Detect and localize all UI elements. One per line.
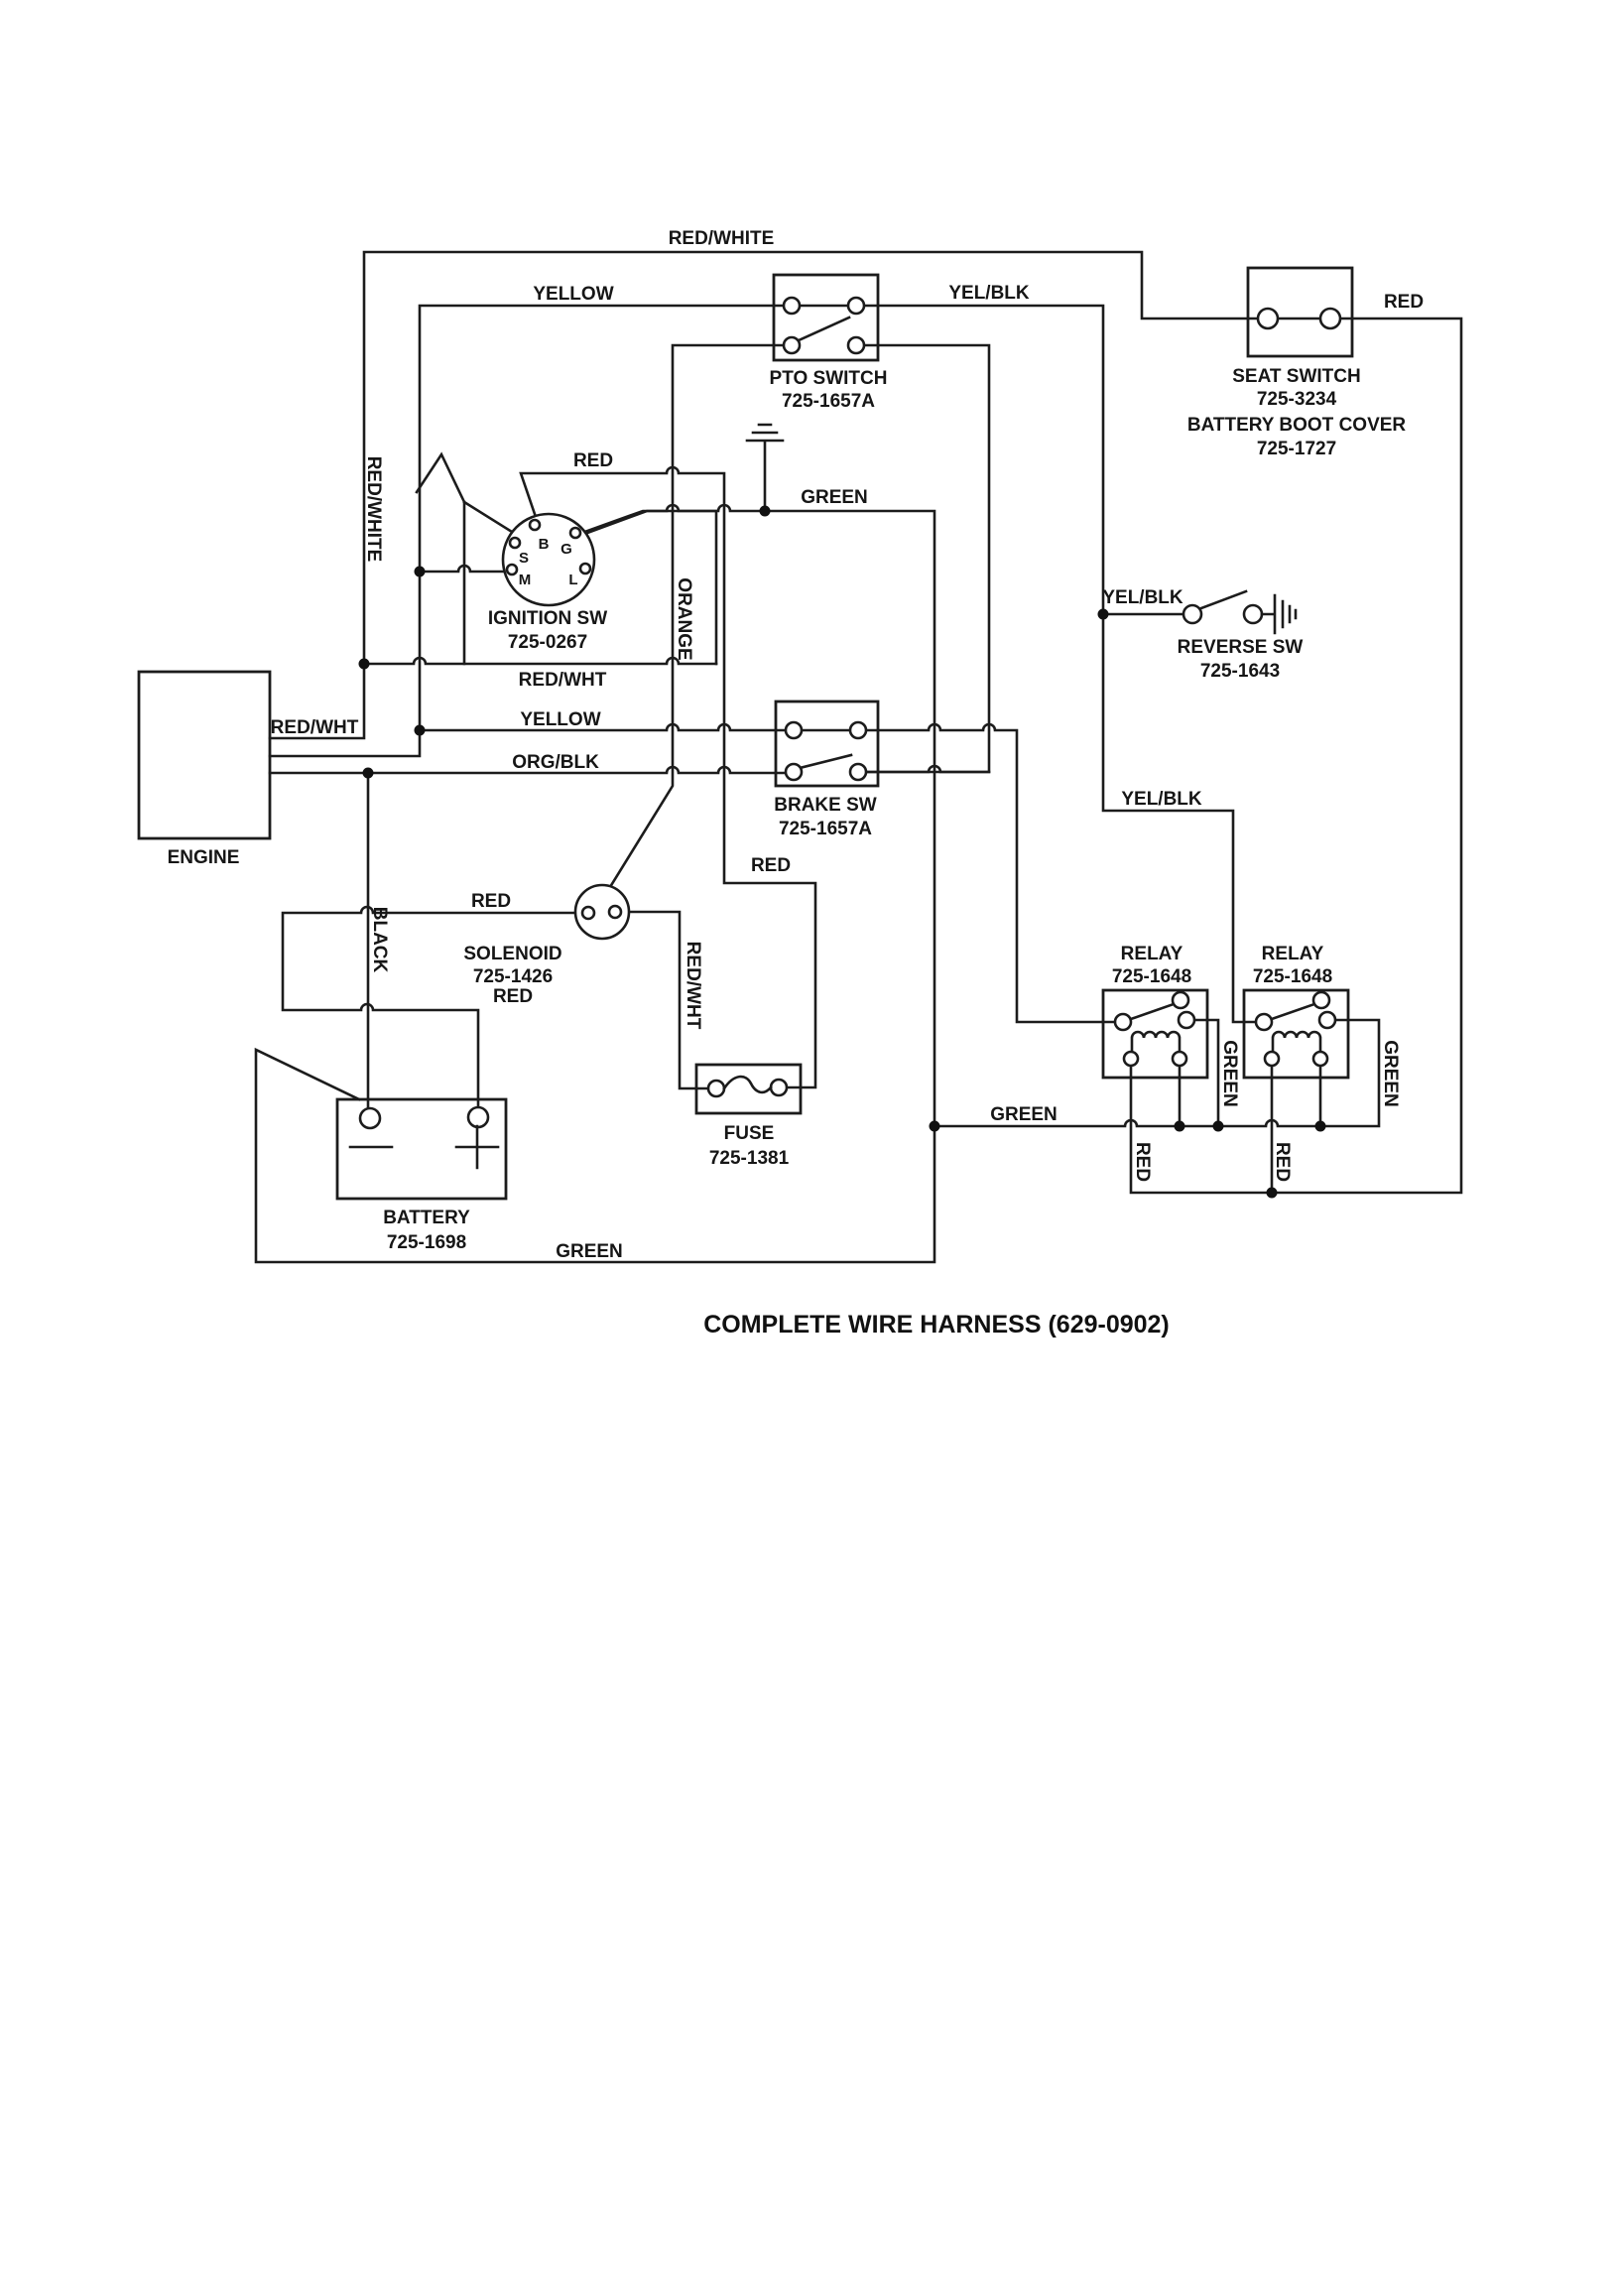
wire-yellow-brake-to-relay1: [866, 724, 1115, 1022]
reverse-switch: [1183, 591, 1296, 633]
relay-2: [1244, 990, 1348, 1078]
wire-red-solenoid-battery: [283, 907, 575, 1107]
label-solenoid-part: 725-1426: [472, 966, 554, 987]
brake-switch: [776, 702, 878, 786]
label-yel-blk-lower: YEL/BLK: [1121, 789, 1202, 810]
battery: [337, 1099, 506, 1199]
label-battery-part: 725-1698: [386, 1232, 467, 1253]
label-yellow-mid: YELLOW: [520, 709, 601, 730]
label-seat-part2: 725-1727: [1256, 439, 1337, 459]
label-red-wht-fuse: RED/WHT: [683, 941, 703, 1030]
label-red-relay2: RED: [1272, 1141, 1293, 1183]
wire-orange: [610, 345, 784, 887]
label-yel-blk-reverse: YEL/BLK: [1102, 587, 1183, 608]
ignition-terminal-m: M: [518, 572, 532, 588]
label-ignition-name: IGNITION SW: [487, 608, 608, 629]
relay-1: [1103, 990, 1207, 1078]
label-yellow-top: YELLOW: [533, 284, 614, 305]
fuse: [696, 1065, 801, 1113]
label-fuse-part: 725-1381: [708, 1148, 790, 1169]
label-green-relay1: GREEN: [1219, 1040, 1240, 1107]
label-solenoid-name: SOLENOID: [463, 944, 562, 964]
solenoid: [575, 885, 629, 939]
label-pto-name: PTO SWITCH: [769, 368, 888, 389]
label-relay2-part: 725-1648: [1252, 966, 1333, 987]
label-red-white-left: RED/WHITE: [363, 455, 384, 563]
label-red-relay1: RED: [1132, 1141, 1153, 1183]
ignition-terminal-b: B: [538, 536, 550, 553]
wire-yel-blk-main: [864, 306, 1256, 1022]
label-red-wht-mid: RED/WHT: [518, 670, 607, 691]
label-yel-blk-top: YEL/BLK: [948, 283, 1030, 304]
label-green-bottom: GREEN: [556, 1241, 623, 1262]
label-red-wht-engine: RED/WHT: [270, 717, 359, 738]
label-fuse-name: FUSE: [723, 1123, 775, 1144]
label-reverse-name: REVERSE SW: [1177, 637, 1304, 658]
label-brake-name: BRAKE SW: [774, 795, 877, 816]
label-orange: ORANGE: [674, 577, 694, 661]
wire-pto-brake: [864, 345, 989, 772]
label-black: BLACK: [369, 906, 390, 973]
wire-green-main: [256, 425, 1379, 1262]
label-reverse-part: 725-1643: [1199, 661, 1281, 682]
engine-box: [139, 672, 270, 838]
label-relay2-name: RELAY: [1261, 944, 1324, 964]
label-red-seat: RED: [1383, 292, 1425, 313]
diagram-title: COMPLETE WIRE HARNESS (629-0902): [703, 1311, 1170, 1339]
label-pto-part: 725-1657A: [781, 391, 876, 412]
label-green-mid: GREEN: [990, 1104, 1058, 1125]
label-relay1-name: RELAY: [1120, 944, 1183, 964]
label-red-solenoid: RED: [470, 891, 512, 912]
seat-switch: [1248, 268, 1352, 356]
ignition-terminal-l: L: [568, 572, 578, 588]
label-ignition-part: 725-0267: [507, 632, 588, 653]
label-green-relay2: GREEN: [1380, 1040, 1401, 1107]
label-engine: ENGINE: [167, 847, 240, 868]
label-red-battery: RED: [492, 986, 534, 1007]
ignition-terminal-s: S: [518, 550, 530, 567]
label-red-fuse: RED: [750, 855, 792, 876]
label-red-white-top: RED/WHITE: [668, 228, 775, 249]
label-seat-name2: BATTERY BOOT COVER: [1186, 415, 1407, 436]
label-green-top: GREEN: [801, 487, 868, 508]
ignition-terminal-g: G: [560, 541, 572, 558]
label-seat-part: 725-3234: [1256, 389, 1337, 410]
label-seat-name: SEAT SWITCH: [1232, 366, 1361, 387]
label-brake-part: 725-1657A: [778, 819, 873, 839]
pto-switch: [774, 275, 878, 360]
label-red-ignition: RED: [572, 450, 614, 471]
label-relay1-part: 725-1648: [1111, 966, 1192, 987]
label-battery-name: BATTERY: [383, 1208, 470, 1228]
label-org-blk: ORG/BLK: [512, 752, 599, 773]
